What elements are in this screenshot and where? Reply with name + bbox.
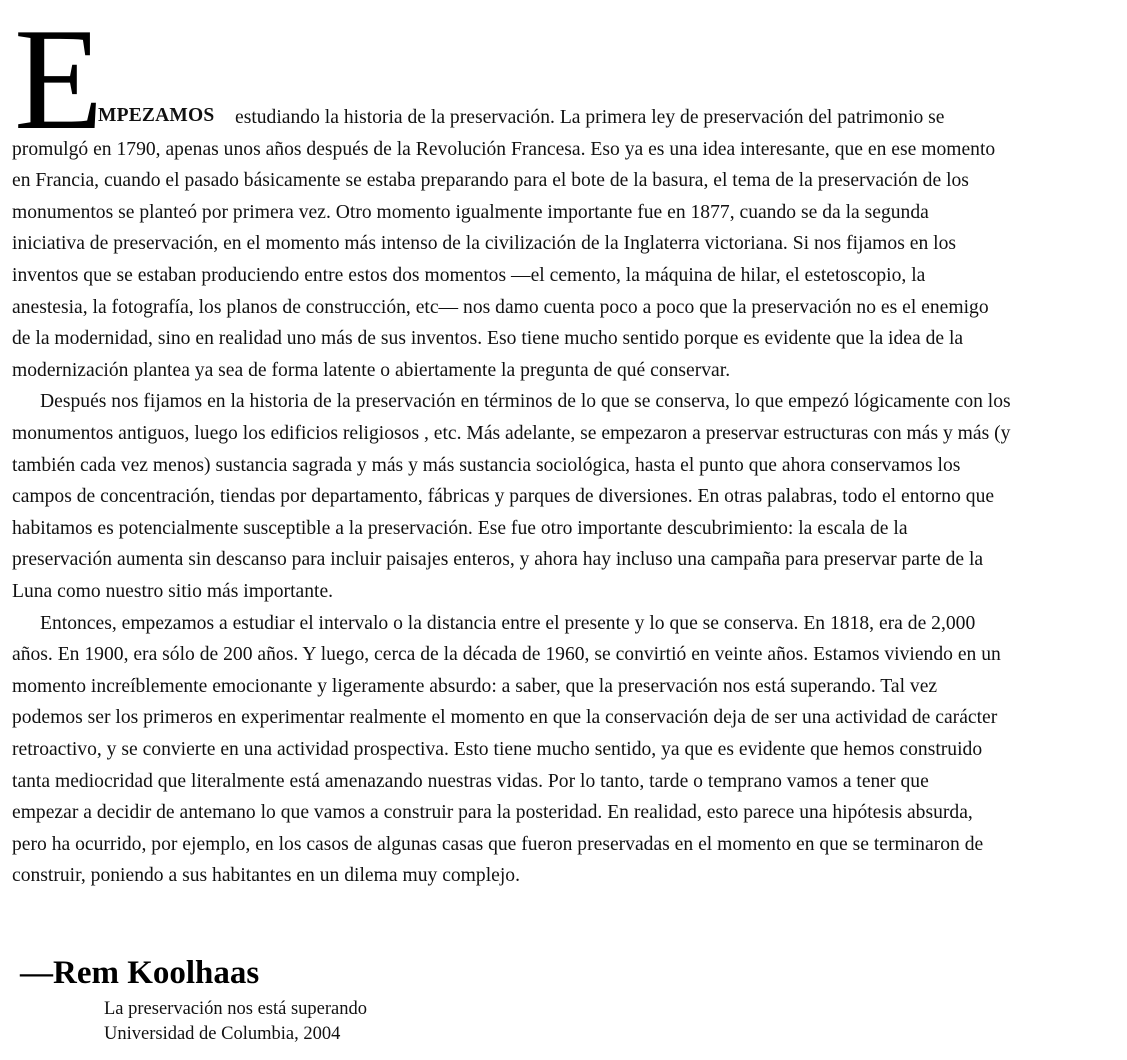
- text-line: campos de concentración, tiendas por departamento, fábricas y parques de diversiones. En otras palabras, todo el entorno que: [12, 486, 995, 508]
- text-line: tanta mediocridad que literalmente está amenazando nuestras vidas. Por lo tanto, tarde o temprano vamos a tener que: [12, 770, 929, 792]
- text-line: promulgó en 1790, apenas unos años después de la Revolución Francesa. Eso ya es una idea interesante, que en ese momento: [12, 138, 996, 160]
- text-line: también cada vez menos) sustancia sagrada y más y más sustancia sociológica, hasta el punto que ahora conservamos los: [12, 454, 961, 476]
- text-line: retroactivo, y se convierte en una actividad prospectiva. Esto tiene mucho sentido, ya que es evidente que hemos construido: [12, 739, 983, 760]
- text-line: estudiando la historia de la preservación. La primera ley de preservación del patrimonio se: [235, 107, 945, 128]
- author-name: —Rem Koolhaas: [20, 955, 260, 991]
- text-line: de la modernidad, sino en realidad uno más de sus inventos. Eso tiene mucho sentido porque es evidente que la idea de la: [12, 328, 964, 350]
- text-line: pero ha ocurrido, por ejemplo, en los casos de algunas casas que fueron preservadas en el momento en que se terminaron de: [12, 833, 984, 855]
- drop-cap: E: [14, 0, 104, 160]
- text-line: Después nos fijamos en la historia de la preservación en términos de lo que se conserva, lo que empezó lógicamente con los: [40, 391, 1011, 413]
- text-line: anestesia, la fotografía, los planos de construcción, etc— nos damo cuenta poco a poco que la preservación no es el enemigo: [12, 296, 989, 318]
- text-line: construir, poniendo a sus habitantes en un dilema muy complejo.: [12, 865, 521, 887]
- text-line: iniciativa de preservación, en el momento más intenso de la civilización de la Inglaterra victoriana. Si nos fijamos en los: [12, 233, 957, 255]
- lead-word: MPEZAMOS: [98, 105, 215, 126]
- citation-title: La preservación nos está superando: [104, 999, 368, 1019]
- text-line: inventos que se estaban produciendo entre estos dos momentos —el cemento, la máquina de hilar, el estetoscopio, la: [12, 265, 926, 286]
- text-line: monumentos antiguos, luego los edificios religiosos , etc. Más adelante, se empezaron a preservar estructuras con más y más (y: [12, 423, 1011, 444]
- text-line: Luna como nuestro sitio más importante.: [12, 581, 334, 602]
- text-line: podemos ser los primeros en experimentar realmente el momento en que la conservación deja de ser una actividad de carácter: [12, 707, 998, 729]
- text-line: modernización plantea ya sea de forma latente o abiertamente la pregunta de qué conservar.: [12, 359, 731, 381]
- text-line: monumentos se planteó por primera vez. Otro momento igualmente importante fue en 1877, cuando se da la segunda: [12, 201, 929, 223]
- text-line: Entonces, empezamos a estudiar el intervalo o la distancia entre el presente y lo que se conserva. En 1818, era de 2,000: [40, 612, 976, 634]
- text-line: empezar a decidir de antemano lo que vamos a construir para la posteridad. En realidad, esto parece una hipótesis absurda,: [12, 802, 973, 824]
- text-line: habitamos es potencialmente susceptible a la preservación. Ese fue otro importante descubrimiento: la escala de la: [12, 517, 908, 539]
- text-line: en Francia, cuando el pasado básicamente se estaba preparando para el bote de la basura, el tema de la preservación de los: [12, 170, 969, 192]
- text-line: momento increíblemente emocionante y ligeramente absurdo: a saber, que la preservación nos está superando. Tal vez: [12, 675, 938, 697]
- citation-source: Universidad de Columbia, 2004: [104, 1024, 341, 1044]
- text-line: años. En 1900, era sólo de 200 años. Y luego, cerca de la década de 1960, se convirtió en veinte años. Estamos viviendo en un: [12, 644, 1001, 666]
- text-line: preservación aumenta sin descanso para incluir paisajes enteros, y ahora hay incluso una campaña para preservar parte de la: [12, 549, 984, 571]
